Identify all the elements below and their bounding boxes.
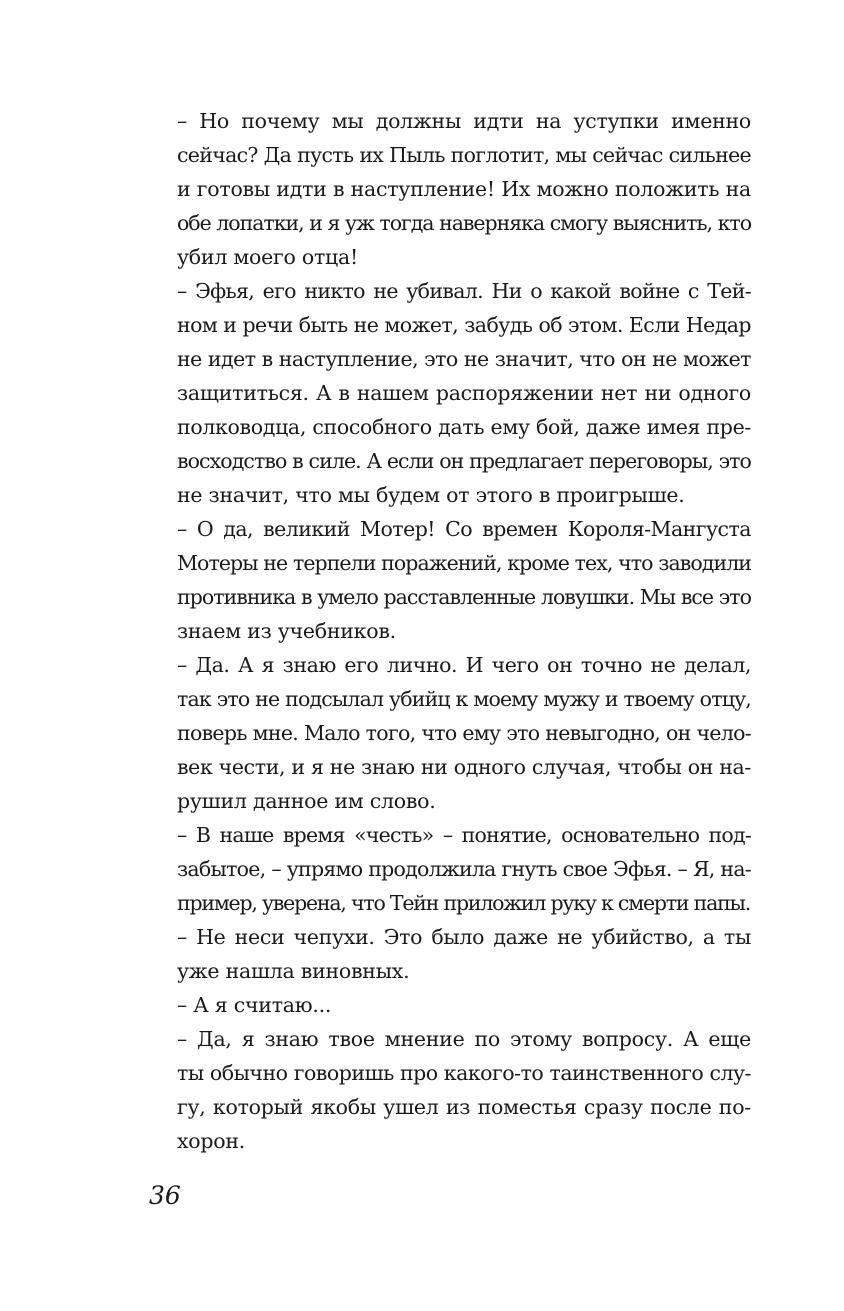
text-line: – Но почему мы должны идти на уступки именно [177, 109, 751, 133]
text-line: – А я считаю... [177, 993, 332, 1017]
paragraph [149, 512, 751, 648]
page-number: 36 [149, 1181, 181, 1210]
paragraph [149, 988, 751, 1022]
text-line: – В наше время «честь» – понятие, основательно под- [177, 823, 751, 847]
text-line: хорон. [177, 1129, 246, 1153]
text-line: – Да. А я знаю его лично. И чего он точно не делал, [177, 653, 751, 677]
text-line: так это не подсылал убийц к моему мужу и твоему отцу, [177, 687, 751, 711]
text-line: – О да, великий Мотер! Со времен Короля-Мангуста [177, 517, 751, 541]
text-line: ты обычно говоришь про какого-то таинственного слу- [177, 1061, 751, 1085]
paragraph [149, 274, 751, 512]
paragraph [149, 818, 751, 920]
text-line: знаем из учебников. [177, 619, 396, 643]
text-line: не идет в наступление, это не значит, что он не может [177, 347, 751, 371]
text-line: гу, который якобы ушел из поместья сразу после по- [177, 1095, 751, 1119]
text-line: – Эфья, его никто не убивал. Ни о какой войне с Тей- [177, 279, 751, 303]
text-line: защититься. А в нашем распоряжении нет ни одного [177, 381, 751, 405]
text-line: убил моего отца! [177, 245, 358, 269]
text-line: ном и речи быть не может, забудь об этом. Если Недар [177, 313, 751, 337]
text-line: забытое, – упрямо продолжила гнуть свое Эфья. – Я, на- [177, 857, 751, 881]
body-text [149, 104, 751, 1158]
text-line: восходство в силе. А если он предлагает переговоры, это [177, 449, 751, 473]
text-line: пример, уверена, что Тейн приложил руку к смерти папы. [177, 891, 750, 915]
text-line: полководца, способного дать ему бой, даже имея пре- [177, 415, 751, 439]
text-line: – Не неси чепухи. Это было даже не убийство, а ты [177, 925, 751, 949]
text-line: уже нашла виновных. [177, 959, 410, 983]
text-line: рушил данное им слово. [177, 789, 436, 813]
text-line: противника в умело расставленные ловушки. Мы все это [177, 585, 751, 609]
text-line: век чести, и я не знаю ни одного случая, чтобы он на- [177, 755, 751, 779]
paragraph [149, 648, 751, 818]
paragraph [149, 1022, 751, 1158]
paragraph [149, 104, 751, 274]
paragraph [149, 920, 751, 988]
text-line: не значит, что мы будем от этого в проигрыше. [177, 483, 685, 507]
text-line: Мотеры не терпели поражений, кроме тех, что заводили [177, 551, 751, 575]
text-line: поверь мне. Мало того, что ему это невыгодно, он чело- [177, 721, 751, 745]
text-line: – Да, я знаю твое мнение по этому вопросу. А еще [177, 1027, 751, 1051]
text-line: и готовы идти в наступление! Их можно положить на [177, 177, 751, 201]
text-line: обе лопатки, и я уж тогда наверняка смогу выяснить, кто [177, 211, 751, 235]
text-line: сейчас? Да пусть их Пыль поглотит, мы сейчас сильнее [177, 143, 751, 167]
